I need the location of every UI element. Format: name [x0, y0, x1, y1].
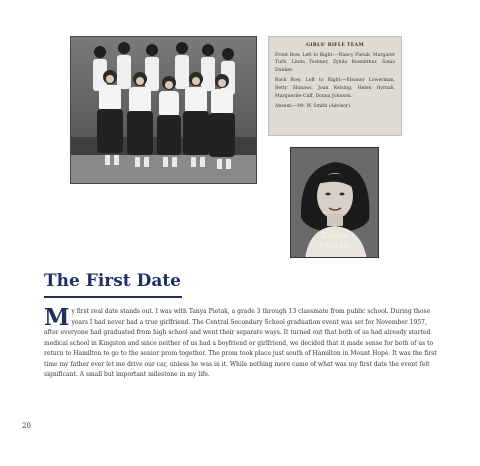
rifle-team-photo	[70, 36, 257, 184]
caption-back-row: Back Row, Left to Right:—Eleanor Lowerman, Betty Slunawi, Joan Kelsing, Helen Byrnak, Marguerite Cuff, Donna Johnson.	[275, 78, 395, 99]
portrait-first-name: Tanya	[320, 231, 349, 241]
section-heading: The First Date	[44, 271, 181, 291]
drop-cap: M	[44, 304, 70, 331]
caption-title: GIRLS' RIFLE TEAM	[306, 43, 364, 48]
portrait-last-name: Pietak	[319, 241, 350, 251]
rifle-team-caption	[268, 36, 402, 136]
heading-underline	[44, 296, 182, 298]
article-body	[44, 304, 440, 381]
page-number: 20	[22, 422, 31, 430]
yearbook-portrait	[290, 147, 379, 258]
caption-front-row: Front Row, Left to Right:—Nancy Pietak, Margaret Turk, Linda Toshner, Zynda Rossinthur, Sonia Dunker.	[275, 52, 395, 73]
portrait-name	[291, 231, 378, 251]
article-paragraph: y first real date stands out. I was with Tanya Pietak, a grade 3 through 13 classmate from public school. During those years I had never had a true girlfriend. The Central Secondary School graduation event was set for November 1957, after everyone had graduated from high school and went their separate ways. It turned out that both of us had already started medical school in Kingston and since neither of us had a boyfriend or girlfriend, we decided that it made sense for both of us to return to Hamilton to go to the senior prom together. The prom took place just south of Hamilton in Mount Hope. It was the first time my father ever let me drive our car, unless he was in it. While nothing more came of what was my first date the event felt significant. A small but important milestone in my life.	[44, 308, 437, 378]
caption-absent: Absent:—Mr. W. Smith (Advisor).	[275, 104, 352, 110]
rifle-team-illustration	[71, 37, 257, 184]
